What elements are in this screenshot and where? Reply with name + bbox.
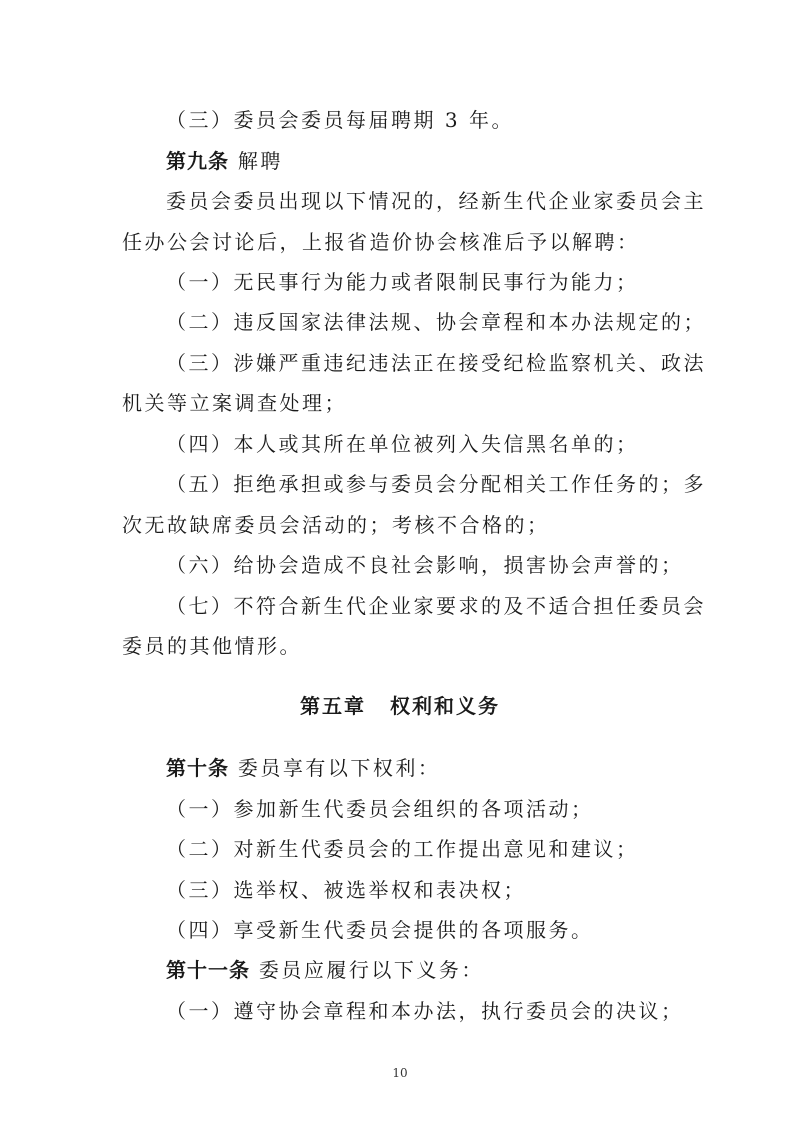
article-eleven [166, 958, 484, 982]
chapter-title: 权利和义务 [390, 694, 500, 718]
list-item: （三）涉嫌严重违纪违法正在接受纪检监察机关、政法 [166, 351, 706, 375]
list-item: （五）拒绝承担或参与委员会分配相关工作任务的；多 [166, 472, 706, 496]
article-nine [166, 149, 283, 173]
list-item: （一）参加新生代委员会组织的各项活动； [166, 797, 594, 821]
list-item-continuation: 委员的其他情形。 [122, 634, 302, 658]
list-item-continuation: 机关等立案调查处理； [122, 391, 347, 415]
list-item: （四）享受新生代委员会提供的各项服务。 [166, 918, 594, 942]
page-number: 10 [392, 1066, 408, 1080]
paragraph-line: 委员会委员出现以下情况的，经新生代企业家委员会主 [166, 189, 706, 213]
article-heading: 第十一条 [166, 958, 250, 982]
article-heading: 第九条 [166, 149, 229, 173]
article-title: 解聘 [237, 149, 283, 173]
list-item: （二）违反国家法律法规、协会章程和本办法规定的； [166, 310, 706, 334]
list-item: （三）选举权、被选举权和表决权； [166, 878, 526, 902]
list-item: （二）对新生代委员会的工作提出意见和建议； [166, 837, 639, 861]
article-title: 委员享有以下权利： [237, 756, 441, 780]
paragraph-line: 任办公会讨论后，上报省造价协会核准后予以解聘： [122, 230, 640, 254]
list-item: （一）遵守协会章程和本办法，执行委员会的决议； [166, 999, 684, 1023]
paragraph-line: （三）委员会委员每届聘期 3 年。 [166, 108, 514, 132]
article-title: 委员应履行以下义务： [258, 958, 484, 982]
article-heading: 第十条 [166, 756, 229, 780]
chapter-number: 第五章 [300, 694, 366, 718]
list-item: （六）给协会造成不良社会影响，损害协会声誉的； [166, 553, 684, 577]
list-item: （四）本人或其所在单位被列入失信黑名单的； [166, 432, 639, 456]
chapter-heading [0, 694, 800, 718]
article-ten [166, 756, 440, 780]
list-item: （七）不符合新生代企业家要求的及不适合担任委员会 [166, 594, 706, 618]
list-item: （一）无民事行为能力或者限制民事行为能力； [166, 270, 639, 294]
list-item-continuation: 次无故缺席委员会活动的；考核不合格的； [122, 513, 550, 537]
